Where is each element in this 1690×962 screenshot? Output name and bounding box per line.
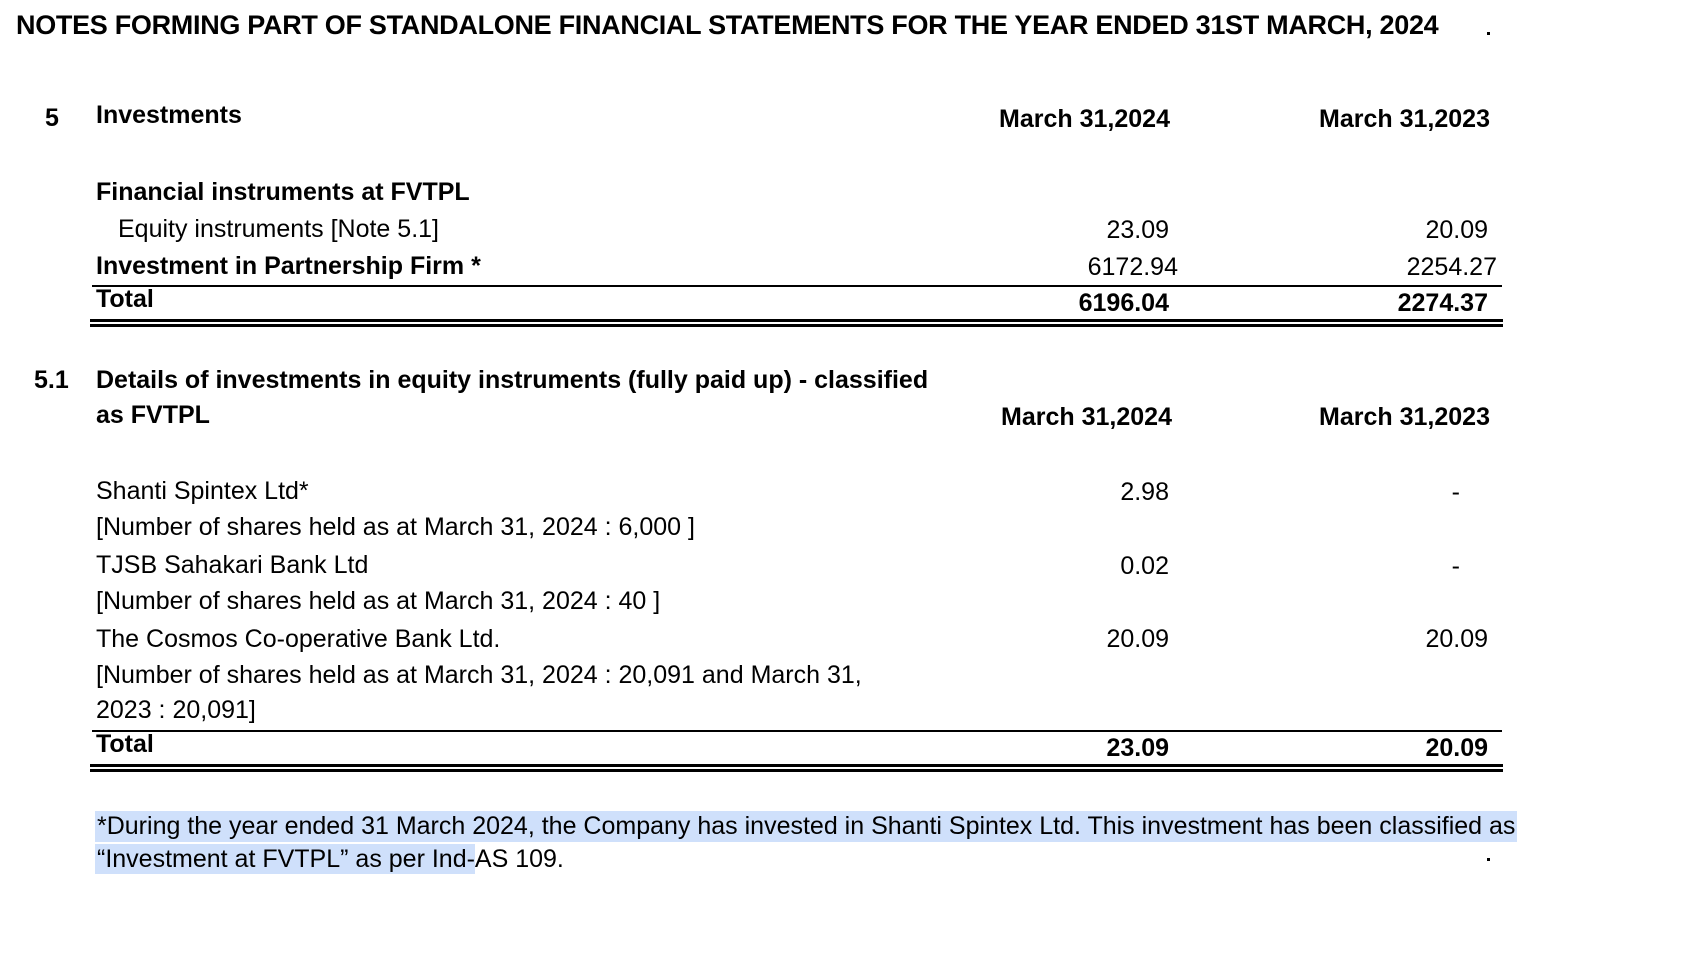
footnote-highlighted-text: “Investment at FVTPL” as per Ind- <box>97 845 475 873</box>
stray-mark <box>1487 32 1490 35</box>
value-2023: 20.09 <box>1425 216 1488 244</box>
page-title: NOTES FORMING PART OF STANDALONE FINANCIAL STATEMENTS FOR THE YEAR ENDED 31ST MARCH, 2024 <box>16 10 1439 40</box>
value-2023: 20.09 <box>1425 625 1488 653</box>
total-label: Total <box>96 730 154 758</box>
double-underline-bottom <box>90 324 1503 327</box>
shares-detail: [Number of shares held as at March 31, 2024 : 6,000 ] <box>96 513 695 541</box>
value-2024: 0.02 <box>1120 552 1169 580</box>
subheading: Financial instruments at FVTPL <box>96 178 470 206</box>
double-underline-top <box>90 319 1503 322</box>
column-header-2023: March 31,2023 <box>1319 105 1490 133</box>
total-2023: 20.09 <box>1425 734 1488 762</box>
double-underline-bottom <box>90 769 1503 772</box>
stray-mark <box>1487 858 1490 861</box>
company-name: The Cosmos Co-operative Bank Ltd. <box>96 625 501 653</box>
shares-detail: [Number of shares held as at March 31, 2024 : 20,091 and March 31, <box>96 661 862 689</box>
double-underline-top <box>90 764 1503 767</box>
row-label: Equity instruments [Note 5.1] <box>118 215 439 243</box>
value-2023: 2254.27 <box>1406 253 1497 281</box>
note-heading: Investments <box>96 101 242 129</box>
column-header-2024: March 31,2024 <box>1001 403 1172 431</box>
divider <box>92 285 1502 287</box>
value-2023: - <box>1451 478 1460 506</box>
value-2024: 2.98 <box>1120 478 1169 506</box>
shares-detail: [Number of shares held as at March 31, 2024 : 40 ] <box>96 587 661 615</box>
company-name: TJSB Sahakari Bank Ltd <box>96 551 369 579</box>
value-2024: 6172.94 <box>1087 253 1178 281</box>
shares-detail-continued: 2023 : 20,091] <box>96 696 256 724</box>
value-2023: - <box>1451 552 1460 580</box>
footnote-line-1: *During the year ended 31 March 2024, the Company has invested in Shanti Spintex Ltd. This investment has been classified as <box>97 812 1516 840</box>
value-2024: 20.09 <box>1106 625 1169 653</box>
footnote-line-2 <box>95 845 564 874</box>
row-label: Investment in Partnership Firm * <box>96 252 481 280</box>
note-heading: Details of investments in equity instruments (fully paid up) - classified <box>96 366 929 394</box>
total-2024: 23.09 <box>1106 734 1169 762</box>
total-2023: 2274.37 <box>1397 289 1488 317</box>
company-name: Shanti Spintex Ltd* <box>96 477 309 505</box>
note-number: 5 <box>45 104 59 132</box>
value-2024: 23.09 <box>1106 216 1169 244</box>
column-header-2023: March 31,2023 <box>1319 403 1490 431</box>
total-2024: 6196.04 <box>1078 289 1169 317</box>
column-header-2024: March 31,2024 <box>999 105 1170 133</box>
footnote-rest-text: AS 109. <box>474 845 564 873</box>
total-label: Total <box>96 285 154 313</box>
note-heading-continued: as FVTPL <box>96 401 210 429</box>
note-number: 5.1 <box>34 366 69 394</box>
divider <box>92 730 1502 732</box>
